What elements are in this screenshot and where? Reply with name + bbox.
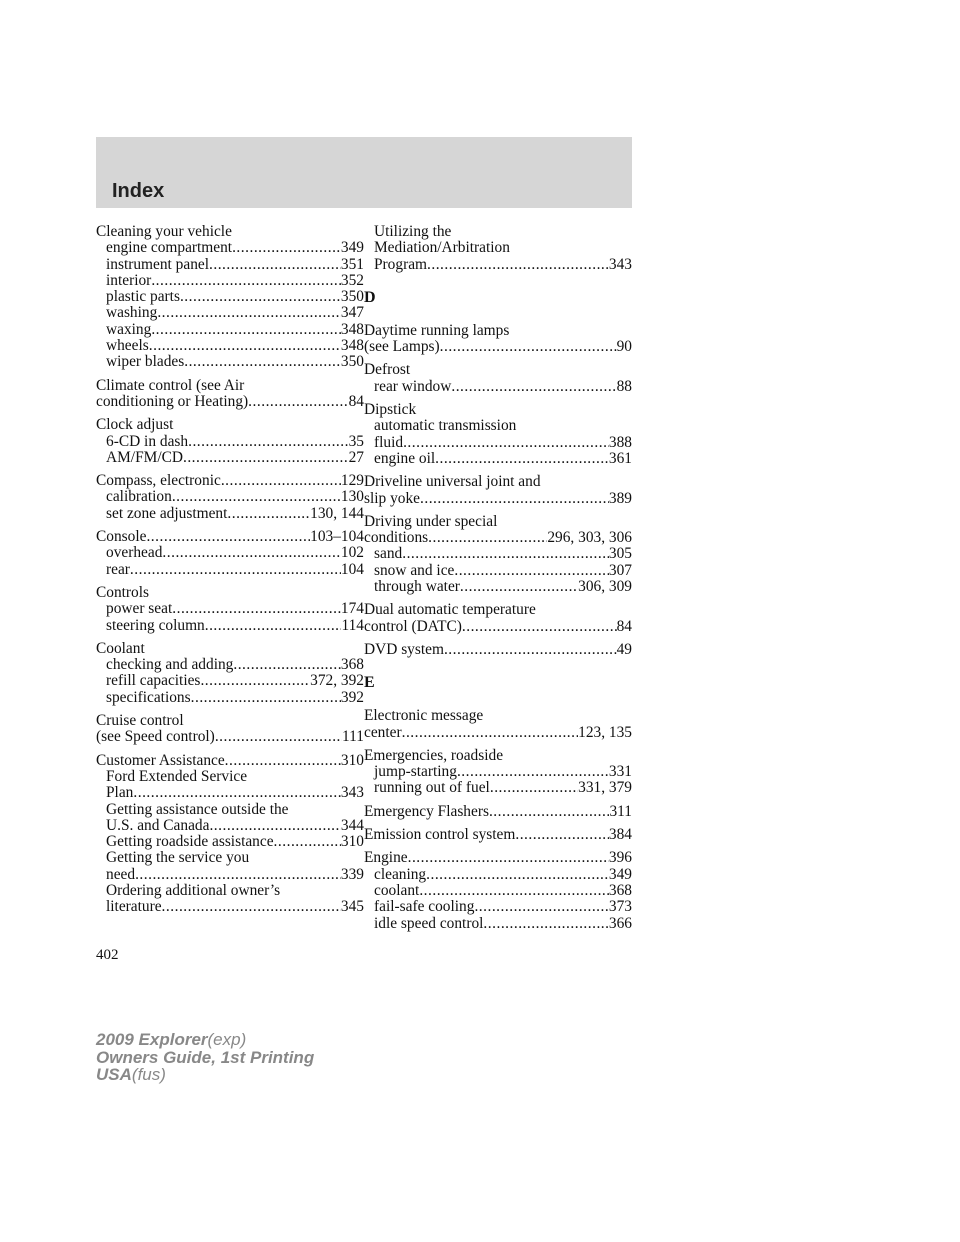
index-term: Plan: [106, 785, 134, 802]
index-page-ref: 296, 303, 306: [547, 530, 632, 547]
index-entry-line: [364, 619, 632, 635]
index-page-ref: 373: [608, 899, 632, 916]
index-subentry-line: [364, 435, 632, 451]
index-entry-line: [364, 323, 632, 339]
index-subentry-line: [96, 690, 364, 706]
index-term: wiper blades: [106, 354, 185, 371]
index-subentry-line: [364, 764, 632, 780]
leader-dots: [402, 725, 579, 741]
leader-dots: [419, 883, 609, 899]
index-subentry-line: [96, 240, 364, 256]
index-term: rear: [106, 561, 130, 578]
index-entry: [364, 474, 632, 507]
index-entry-line: [96, 729, 364, 745]
index-term: jump-starting: [374, 764, 457, 781]
index-subentry-line: [364, 257, 632, 273]
index-entry-line: [364, 708, 632, 724]
index-page-ref: 310: [340, 834, 364, 851]
leader-dots: [151, 322, 341, 338]
index-term: Dual automatic temperature: [364, 602, 536, 619]
index-column-left: [96, 224, 364, 923]
index-term: Utilizing the: [374, 224, 452, 240]
index-page-ref: 129: [340, 473, 364, 490]
leader-dots: [149, 338, 341, 354]
index-entry-line: [364, 474, 632, 490]
index-entry: [96, 529, 364, 578]
index-subentry-line: [96, 769, 364, 785]
leader-dots: [227, 506, 310, 522]
leader-dots: [451, 379, 616, 395]
index-page-ref: 392: [340, 689, 364, 706]
index-entry-line: [364, 339, 632, 355]
index-subentry-line: [364, 867, 632, 883]
leader-dots: [403, 435, 609, 451]
leader-dots: [402, 546, 609, 562]
footer-imprint: [96, 1031, 314, 1084]
index-term: Driveline universal joint and: [364, 474, 541, 491]
index-entry-line: [364, 725, 632, 741]
index-subentry-line: [96, 450, 364, 466]
index-page-ref: 339: [340, 866, 364, 883]
leader-dots: [151, 273, 341, 289]
index-page-ref: 307: [608, 562, 632, 579]
index-subentry-line: [364, 379, 632, 395]
leader-dots: [454, 563, 609, 579]
leader-dots: [215, 729, 342, 745]
leader-dots: [274, 834, 341, 850]
leader-dots: [133, 785, 341, 801]
index-page-ref: 174: [340, 601, 364, 618]
index-page-ref: 361: [608, 450, 632, 467]
index-entry: [364, 827, 632, 843]
leader-dots: [172, 601, 341, 617]
leader-dots: [157, 305, 341, 321]
index-entry: [364, 602, 632, 635]
index-page-ref: 311: [609, 803, 632, 820]
index-subentry-line: [96, 322, 364, 338]
index-page-ref: 331, 379: [578, 780, 632, 797]
index-entry-line: [96, 394, 364, 410]
index-term: Emergencies, roadside: [364, 747, 504, 764]
index-subentry-line: [96, 257, 364, 273]
index-entry-line: [96, 417, 364, 433]
index-entry-line: [364, 748, 632, 764]
index-page-ref: 343: [340, 785, 364, 802]
leader-dots: [233, 657, 341, 673]
index-page-ref: 350: [340, 289, 364, 306]
index-term: conditions: [364, 530, 429, 547]
leader-dots: [440, 339, 617, 355]
index-term: power seat: [106, 601, 173, 618]
index-subentry-line: [96, 273, 364, 289]
index-term: rear window: [374, 378, 452, 395]
index-page-ref: 114: [341, 617, 364, 634]
index-subentry-line: [96, 785, 364, 801]
index-term: fail-safe cooling: [374, 899, 475, 916]
index-term: refill capacities: [106, 673, 201, 690]
footer-line-guide: Owners Guide, 1st Printing: [96, 1047, 315, 1067]
index-page-ref: 130: [340, 489, 364, 506]
index-term: literature: [106, 899, 162, 916]
index-entry-line: [364, 402, 632, 418]
section-title: Index: [112, 180, 165, 202]
index-entry-line: [364, 362, 632, 378]
leader-dots: [191, 690, 341, 706]
index-term: wheels: [106, 338, 149, 355]
index-page-ref: 344: [340, 817, 364, 834]
leader-dots: [183, 450, 349, 466]
index-page-ref: 389: [608, 490, 632, 507]
index-term: control (DATC): [364, 618, 462, 635]
index-term: Engine: [364, 850, 408, 867]
index-term: Clock adjust: [96, 417, 174, 434]
leader-dots: [225, 753, 341, 769]
index-entry-line: [364, 514, 632, 530]
index-subentry-line: [96, 899, 364, 915]
leader-dots: [489, 804, 610, 820]
index-page-ref: 331: [608, 764, 632, 781]
index-entry-line: [364, 642, 632, 658]
index-entry-line: [96, 378, 364, 394]
index-term: engine compartment: [106, 240, 233, 257]
index-term: idle speed control: [374, 915, 484, 932]
index-subentry-line: [96, 834, 364, 850]
leader-dots: [209, 257, 341, 273]
index-term: running out of fuel: [374, 780, 490, 797]
index-entry-line: [96, 641, 364, 657]
index-page-ref: 305: [608, 546, 632, 563]
leader-dots: [408, 850, 609, 866]
index-term: calibration: [106, 489, 172, 506]
index-subentry-line: [96, 601, 364, 617]
index-term: Mediation/Arbitration: [374, 240, 510, 257]
index-entry: [96, 378, 364, 411]
index-page-ref: 88: [616, 378, 632, 395]
index-subentry-line: [96, 802, 364, 818]
index-subentry-line: [96, 818, 364, 834]
index-subentry-line: [364, 883, 632, 899]
index-entry: [96, 417, 364, 466]
index-term: Coolant: [96, 640, 145, 657]
index-term: washing: [106, 305, 158, 322]
index-subentry-line: [364, 916, 632, 932]
page-number: 402: [96, 947, 119, 963]
index-term: Customer Assistance: [96, 752, 225, 769]
index-term: Getting roadside assistance: [106, 834, 274, 851]
leader-dots: [474, 899, 608, 915]
index-page-ref: 349: [608, 866, 632, 883]
index-term: conditioning or Heating): [96, 393, 249, 410]
leader-dots: [460, 579, 578, 595]
index-entry: [364, 323, 632, 356]
index-term: Cruise control: [96, 713, 184, 730]
index-term: sand: [374, 546, 403, 563]
leader-dots: [162, 899, 341, 915]
index-entry: [96, 224, 364, 371]
leader-dots: [146, 529, 310, 545]
index-page-ref: 352: [340, 272, 364, 289]
index-subentry-line: [96, 618, 364, 634]
index-entry: [364, 362, 632, 395]
index-term: U.S. and Canada: [106, 817, 210, 834]
index-term: AM/FM/CD: [106, 449, 183, 466]
index-term: Ordering additional owner’s: [106, 882, 281, 899]
leader-dots: [162, 545, 341, 561]
index-term: Daytime running lamps: [364, 322, 510, 339]
leader-dots: [209, 818, 340, 834]
leader-dots: [515, 827, 609, 843]
index-entry: [364, 224, 632, 273]
index-page-ref: 348: [340, 321, 364, 338]
index-term: 6-CD in dash: [106, 433, 189, 450]
section-header-band: [96, 137, 632, 208]
index-page-ref: 351: [340, 256, 364, 273]
index-term: Cleaning your vehicle: [96, 224, 232, 240]
index-page-ref: 350: [340, 354, 364, 371]
index-term: DVD system: [364, 641, 444, 658]
index-term: plastic parts: [106, 289, 180, 306]
index-entry: [96, 641, 364, 706]
index-entry: [364, 402, 632, 467]
index-subentry-line: [364, 563, 632, 579]
leader-dots: [184, 354, 341, 370]
leader-dots: [205, 618, 342, 634]
index-subentry-line: [96, 850, 364, 866]
index-page-ref: 102: [340, 545, 364, 562]
index-letter-heading: E: [364, 674, 375, 692]
index-entry-line: [96, 713, 364, 729]
leader-dots: [444, 642, 617, 658]
footer-line-market: USA(fus): [96, 1065, 166, 1084]
index-term: snow and ice: [374, 562, 455, 579]
index-page-ref: 345: [340, 899, 364, 916]
index-term: overhead: [106, 545, 163, 562]
index-term: coolant: [374, 882, 420, 899]
index-entry-line: [364, 850, 632, 866]
index-entry-line: [96, 224, 364, 240]
index-entry: [96, 753, 364, 916]
index-term: Dipstick: [364, 402, 417, 419]
index-page-ref: 103–104: [310, 529, 364, 546]
leader-dots: [427, 257, 609, 273]
leader-dots: [420, 491, 609, 507]
index-entry: [96, 585, 364, 634]
index-subentry-line: [96, 562, 364, 578]
index-term: (see Speed control): [96, 729, 215, 746]
index-subentry-line: [364, 240, 632, 256]
index-entry: [364, 804, 632, 820]
index-page-ref: 111: [342, 729, 364, 746]
index-term: instrument panel: [106, 256, 210, 273]
index-term: need: [106, 866, 136, 883]
index-entry: [364, 642, 632, 658]
index-page-ref: 84: [348, 393, 364, 410]
index-page-ref: 306, 309: [578, 579, 632, 596]
index-entry: [364, 850, 632, 931]
index-term: steering column: [106, 617, 205, 634]
index-entry-line: [364, 602, 632, 618]
index-term: Electronic message: [364, 708, 484, 725]
index-term: waxing: [106, 321, 152, 338]
leader-dots: [462, 619, 617, 635]
index-subentry-line: [364, 780, 632, 796]
index-page-ref: 104: [340, 561, 364, 578]
index-page-ref: 388: [608, 434, 632, 451]
index-term: Driving under special: [364, 513, 498, 530]
index-term: engine oil: [374, 450, 436, 467]
index-page-ref: 368: [608, 882, 632, 899]
index-term: Emission control system: [364, 827, 516, 844]
leader-dots: [221, 473, 341, 489]
index-term: Controls: [96, 584, 150, 601]
index-term: Compass, electronic: [96, 473, 221, 490]
index-term: (see Lamps): [364, 339, 440, 356]
index-entry-line: [364, 804, 632, 820]
index-term: Ford Extended Service: [106, 768, 248, 785]
leader-dots: [135, 867, 341, 883]
index-entry-line: [364, 827, 632, 843]
index-page-ref: 27: [348, 449, 364, 466]
leader-dots: [435, 451, 609, 467]
index-term: Console: [96, 529, 147, 546]
index-term: checking and adding: [106, 657, 234, 674]
index-page-ref: 396: [608, 850, 632, 867]
index-page-ref: 84: [616, 618, 632, 635]
leader-dots: [188, 434, 349, 450]
index-subentry-line: [364, 546, 632, 562]
index-page-ref: 130, 144: [310, 505, 364, 522]
index-page-ref: 35: [348, 433, 364, 450]
index-term: Emergency Flashers: [364, 803, 489, 820]
index-subentry-line: [96, 867, 364, 883]
index-term: slip yoke: [364, 490, 421, 507]
index-term: Getting the service you: [106, 850, 250, 867]
leader-dots: [457, 764, 609, 780]
index-subentry-line: [364, 451, 632, 467]
index-entry: [364, 708, 632, 741]
leader-dots: [428, 530, 547, 546]
index-subentry-line: [364, 579, 632, 595]
index-term: Climate control (see Air: [96, 377, 245, 394]
index-term: cleaning: [374, 866, 427, 883]
index-column-right: [364, 224, 632, 939]
index-subentry-line: [96, 489, 364, 505]
leader-dots: [200, 673, 310, 689]
index-page-ref: 384: [608, 827, 632, 844]
index-entry-line: [96, 473, 364, 489]
leader-dots: [180, 289, 341, 305]
index-term: Defrost: [364, 362, 411, 379]
index-entry: [96, 713, 364, 746]
index-term: interior: [106, 272, 152, 289]
index-term: through water: [374, 579, 460, 596]
index-page-ref: 349: [340, 240, 364, 257]
leader-dots: [232, 240, 341, 256]
index-subentry-line: [96, 305, 364, 321]
index-page-ref: 366: [608, 915, 632, 932]
index-page-ref: 343: [608, 256, 632, 273]
index-entry-line: [96, 529, 364, 545]
index-subentry-line: [96, 657, 364, 673]
index-entry-line: [364, 491, 632, 507]
index-subentry-line: [96, 545, 364, 561]
index-subentry-line: [364, 224, 632, 240]
index-term: fluid: [374, 434, 404, 451]
leader-dots: [248, 394, 348, 410]
leader-dots: [172, 489, 341, 505]
leader-dots: [130, 562, 341, 578]
index-subentry-line: [96, 338, 364, 354]
index-subentry-line: [96, 506, 364, 522]
index-entry-line: [364, 530, 632, 546]
index-subentry-line: [364, 899, 632, 915]
index-subentry-line: [96, 289, 364, 305]
index-page-ref: 123, 135: [578, 724, 632, 741]
index-page-ref: 347: [340, 305, 364, 322]
index-page-ref: 90: [616, 339, 632, 356]
index-page-ref: 348: [340, 338, 364, 355]
index-term: set zone adjustment: [106, 505, 228, 522]
index-term: automatic transmission: [374, 418, 517, 435]
leader-dots: [426, 867, 609, 883]
index-subentry-line: [364, 418, 632, 434]
index-page-ref: 372, 392: [310, 673, 364, 690]
index-term: specifications: [106, 689, 191, 706]
index-subentry-line: [96, 434, 364, 450]
index-subentry-line: [96, 354, 364, 370]
index-term: Program: [374, 256, 428, 273]
index-subentry-line: [96, 673, 364, 689]
index-page-ref: 368: [340, 657, 364, 674]
footer-line-model: 2009 Explorer(exp): [96, 1030, 247, 1049]
index-term: Getting assistance outside the: [106, 801, 289, 818]
index-letter-heading: D: [364, 288, 376, 306]
index-entry: [96, 473, 364, 522]
index-page-ref: 49: [616, 641, 632, 658]
leader-dots: [490, 780, 578, 796]
leader-dots: [483, 916, 608, 932]
index-page-ref: 310: [340, 752, 364, 769]
index-entry: [364, 514, 632, 595]
index-entry: [364, 748, 632, 797]
index-entry-line: [96, 753, 364, 769]
index-subentry-line: [96, 883, 364, 899]
index-entry-line: [96, 585, 364, 601]
index-term: center: [364, 724, 402, 741]
